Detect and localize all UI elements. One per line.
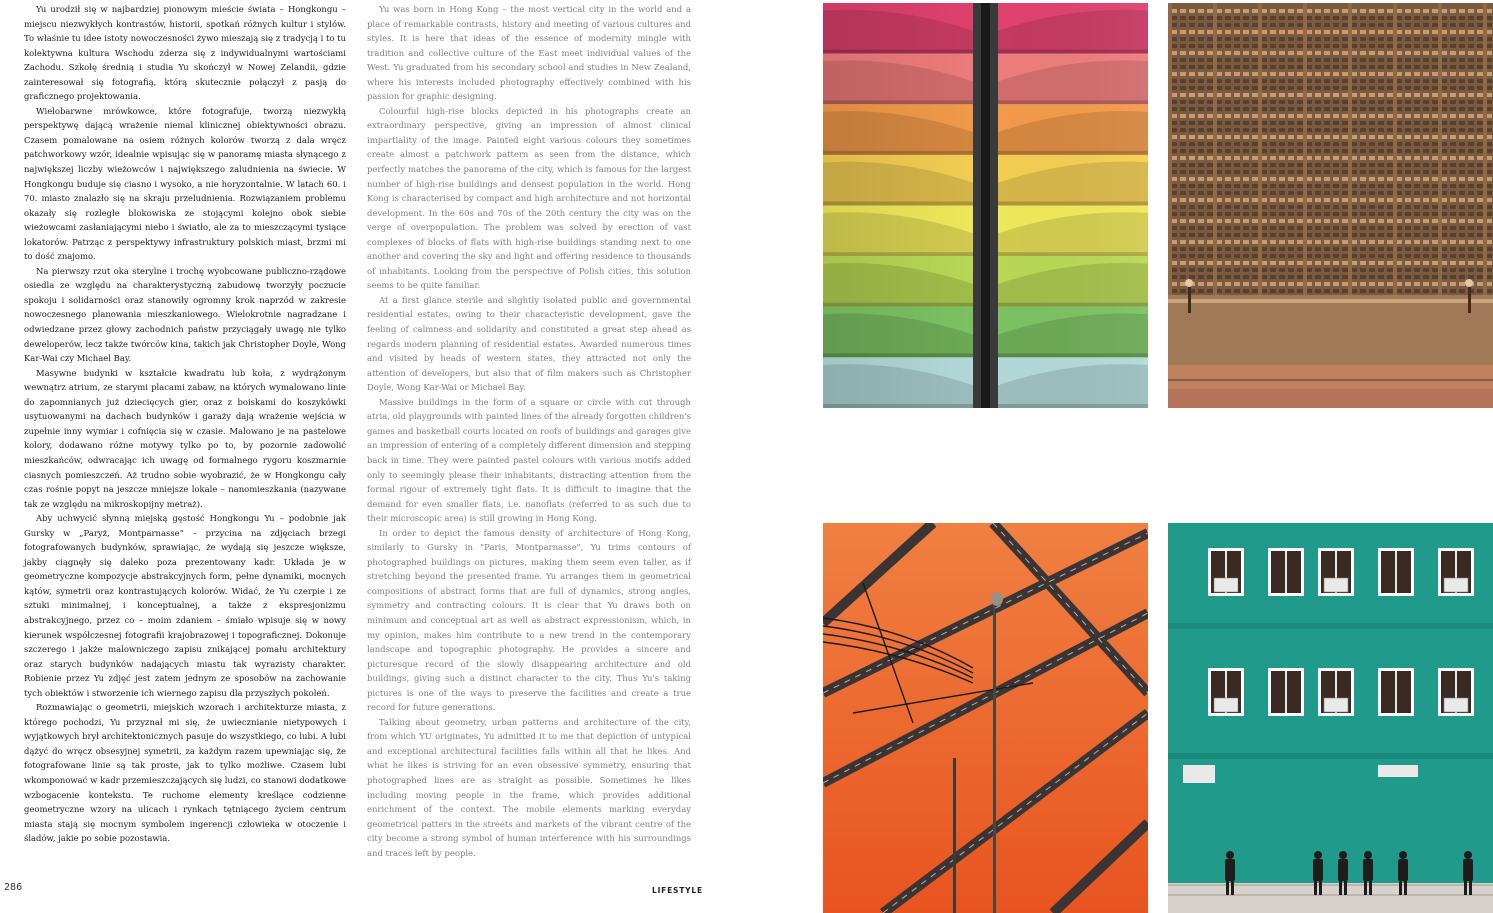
polish-paragraph: Aby uchwycić słynną miejską gęstość Hongkongu Yu – podobnie jak Gursky w „Paryż, Montparnasse” – przycina na zdjęciach brzegi fotografowanych budynków, sprawiając, że wydają się jeszcze większe, jakby ciągnęły się daleko poza prezentowany kadr. Układa je w geometryczne kompozycje abstrakcyjnych form, pełne dynamiki, mocnych kątów, symetrii oraz kontrastujących kolorów. Widać, że Yu czerpie i ze sztuki minimalnej, i konceptualnej, a także z ekspresjonizmu abstrakcyjnego, przez co – moim zdaniem – śmiało wpisuje się w nowy kierunek współczesnej fotografii krajobrazowej i topograficznej. Dokonuje szczerego i jakże malowniczego zapisu znikającej pomału architektury oraz starych budynków nadających miastu tak wyrazisty charakter. Robienie przez Yu zdjęć jest zatem jednym ze sposobów na zachowanie tych obiektów i stworzenie ich wiernego zapisu dla przyszłych pokoleń. [24, 513, 346, 698]
photo-orange-wall-power-lines [823, 523, 1148, 913]
polish-paragraph: Yu urodził się w najbardziej pionowym mieście świata – Hongkongu – miejscu niezwykłych kontrastów, historii, spotkań różnych kultur i stylów. To właśnie tu idee istoty nowoczesności żywo mieszają się z tradycją i to tu kolektywna kultura Wschodu zderza się z indywidualnymi wartościami Zachodu. Szkołę średnią i studia Yu skończył w Nowej Zelandii, gdzie zainteresował się fotografią, którą skutecznie połączył z pasją do graficznego projektowania. [24, 4, 346, 102]
page-number: 286 [4, 882, 23, 893]
polish-paragraph: Rozmawiając o geometrii, miejskich wzorach i architekturze miasta, z którego pochodzi, Yu przyznał mi się, że uwiecznianie nietypowych i wyjątkowych brył architektonicznych pasuje do wszystkiego, co lubi. A lubi dążyć do wręcz obsesyjnej symetrii, za każdym razem upewniając się, że fotografowane linie są tak proste, jak to tylko możliwe. Czasem lubi wkomponować w kadr przemieszczających się ludzi, co stanowi dodatkowe wzbogacenie kontekstu. Te ruchome elementy kreślące codzienne geometryczne wzory na ulicach i rynkach tętniącego życiem centrum miasta stają się mocnym symbolem ingerencji człowieka w otoczenie i śladów, jakie po sobie pozostawia. [24, 702, 346, 844]
english-paragraph: Yu was born in Hong Kong – the most vertical city in the world and a place of remarkable contrasts, history and meeting of various cultures and styles. It is here that ideas of the essence of modernity mingle with tradition and collective culture of the East meet individual values of the West. Yu graduated from his secondary school and studies in New Zealand, where his interests included photography effectively combined with his passion for graphic designing. [367, 4, 691, 102]
english-paragraph: Massive buildings in the form of a square or circle with cut through atria, old playgrounds with painted lines of the already forgotten children's games and basketball courts located on roofs of buildings and garages give an impression of entering of a completely different dimension and stepping back in time. They were painted pastel colours with various motifs added only to seemingly please their inhabitants, distracting attention from the formal rigour of extremely tight flats. It is difficult to imagine that the demand for even smaller flats, i.e. nanoflats (referred to as such due to their microscopic area) is still growing in Hong Kong. [367, 396, 691, 524]
photo-colourful-balconies [823, 3, 1148, 408]
english-paragraph: In order to depict the famous density of architecture of Hong Kong, similarly to Gursky in "Paris, Montparnasse", Yu trims contours of photographed buildings on pictures, making them seem even taller, as if stretching beyond the presented frame. Yu arranges them in geometrical compositions of abstract forms that are full of dynamics, strong angles, symmetry and contracting colours. It is clear that Yu draws both on minimum and conceptual art as well as abstract expressionism, which, in my opinion, makes him contribute to a new trend in the contemporary landscape and topographic photography. He provides a sincere and picturesque record of the slowly disappearing architecture and old buildings, giving such a distinct character to the city. Thus Yu's taking pictures is one of the ways to preserve the facilities and create a true record for future generations. [367, 527, 691, 713]
polish-paragraph: Masywne budynki w kształcie kwadratu lub koła, z wydrążonym wewnątrz atrium, ze starymi placami zabaw, na których wymalowano linie do zapomnianych już dziecięcych gier, oraz z boiskami do koszykówki usytuowanymi na dachach budynków i garaży dają wrażenie wejścia w zupełnie inny wymiar i cofnięcia się w czasie. Malowano je na pastelowe kolory, dodawano różne motywy tylko po to, by pozornie zadowolić mieszkańców, odwracając ich uwagę od formalnego rygoru koszmarnie ciasnych pomieszczeń. Aż trudno sobie wyobrazić, że w Hongkongu cały czas rośnie popyt na jeszcze mniejsze lokale – nanomieszkania (nazywane tak ze względu na mikroskopijny metraż). [24, 367, 346, 509]
english-article-column [367, 2, 691, 860]
section-label: LIFESTYLE [652, 886, 703, 895]
photo-green-facade-pedestrians [1168, 523, 1493, 913]
english-paragraph: Colourful high-rise blocks depicted in his photographs create an extraordinary perspective, giving an impression of almost clinical impartiality of the image. Painted eight various colours they sometimes create almost a patchwork pattern as seen from the distance, which perfectly matches the panorama of the city, which is famous for the largest number of high-rise buildings and densest population in the world. Hong Kong is characterised by compact and high architecture and not horizontal development. In the 60s and 70s of the 20th century the city was on the verge of overpopulation. The problem was solved by erection of vast complexes of blocks of flats with high-rise buildings standing next to one another and covering the sky and light and offering residence to thousands of inhabitants. Looking from the perspective of Polish cities, this solution seems to be quite familiar. [367, 105, 691, 291]
photo-brown-apartment-block [1168, 3, 1493, 408]
polish-paragraph: Na pierwszy rzut oka sterylne i trochę wyobcowane publiczno-rządowe osiedla ze względu na charakterystyczną zabudowę tworzyły poczucie spokoju i solidarności oraz stanowiły ogromny krok naprzód w zakresie nowoczesnego planowania mieszkaniowego. Wielokrotnie nagradzane i odwiedzane przez głowy zachodnich państw przyciągały uwagę nie tylko deweloperów, lecz także twórców kina, takich jak Christopher Doyle, Wong Kar-Wai czy Michael Bay. [24, 265, 346, 364]
polish-paragraph: Wielobarwne mrówkowce, które fotografuje, tworzą niezwykłą perspektywę dającą wrażenie niemal klinicznej obiektywności obrazu. Czasem pomalowane na osiem różnych kolorów tworzą z dala wręcz patchworkowy wzór, idealnie wpisując się w panoramę miasta słynącego z największej liczby wieżowców i największego zaludnienia na świecie. W Hongkongu buduje się ciasno i wysoko, a nie horyzontalnie. W latach 60. i 70. miasto znalazło się na skraju przeludnienia. Rozwiązaniem problemu okazały się rozległe blokowiska ze stojącymi kolejno obok siebie wieżowcami zasłaniającymi niebo i światło, ale za to mieszczącymi tysiące lokatorów. Patrząc z perspektywy infrastruktury polskich miast, brzmi mi to dość znajomo. [24, 105, 346, 262]
polish-article-column [24, 2, 346, 846]
english-paragraph: Talking about geometry, urban patterns and architecture of the city, from which YU originates, Yu admitted it to me that depiction of untypical and exceptional architectural facilities falls within all that he likes. And what he likes is striving for an even obsessive symmetry, ensuring that photographed lines are as straight as possible. Sometimes he likes including moving people in the frame, which provides additional enrichment of the context. The mobile elements marking everyday geometrical patters in the streets and markets of the vibrant centre of the city become a strong symbol of human interference with his surroundings and traces left by people. [367, 716, 691, 858]
english-paragraph: At a first glance sterile and slightly isolated public and governmental residential estates, owing to their characteristic development, gave the feeling of calmness and solidarity and constituted a great step ahead as regards modern planning of residential estates. Awarded numerous times and visited by heads of western states, they attracted not only the attention of developers, but also that of film makers such as Christopher Doyle, Wong Kar-Wai or Michael Bay. [367, 294, 691, 393]
